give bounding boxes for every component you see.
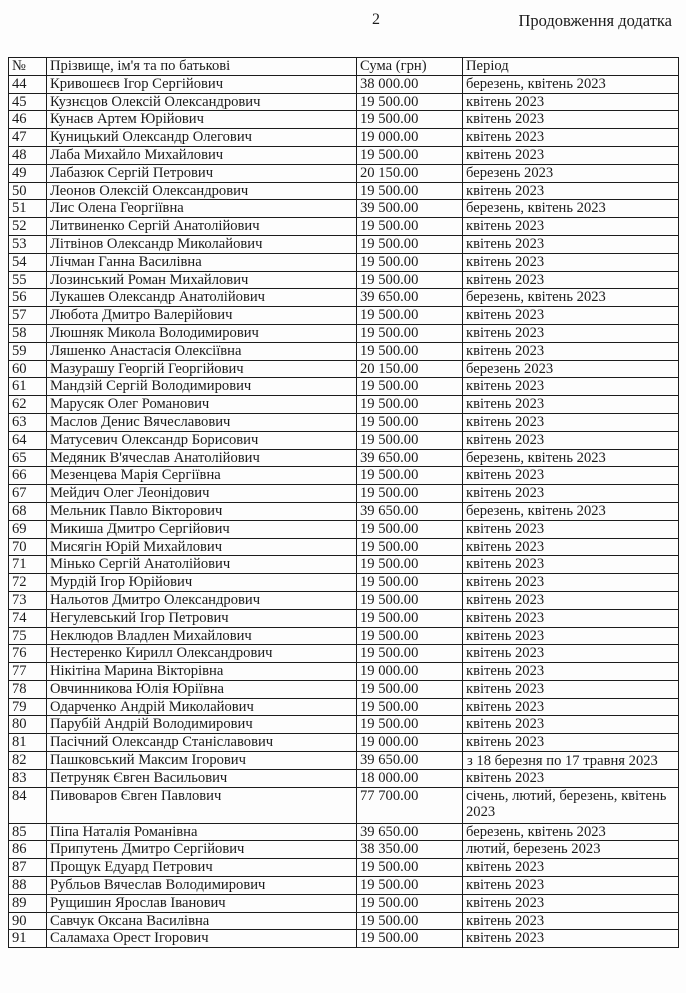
person-name: Литвиненко Сергій Анатолійович [47, 218, 357, 236]
amount-value: 19 500.00 [357, 324, 463, 342]
table-row [9, 146, 679, 164]
row-number: 73 [9, 591, 47, 609]
person-name: Піпа Наталія Романівна [47, 823, 357, 841]
continuation-label: Продовження додатка [518, 11, 672, 30]
row-number: 64 [9, 431, 47, 449]
person-name: Овчинникова Юлія Юріївна [47, 680, 357, 698]
amount-value: 19 500.00 [357, 574, 463, 592]
period-value: квітень 2023 [463, 574, 679, 592]
person-name: Одарченко Андрій Миколайович [47, 698, 357, 716]
person-name: Лукашев Олександр Анатолійович [47, 289, 357, 307]
amount-value: 19 500.00 [357, 271, 463, 289]
period-value: квітень 2023 [463, 520, 679, 538]
amount-value: 19 500.00 [357, 716, 463, 734]
table-row [9, 538, 679, 556]
table-row [9, 413, 679, 431]
table-row [9, 218, 679, 236]
period-value: березень, квітень 2023 [463, 502, 679, 520]
table-row [9, 680, 679, 698]
person-name: Лаба Михайло Михайлович [47, 146, 357, 164]
amount-value: 19 500.00 [357, 930, 463, 948]
row-number: 54 [9, 253, 47, 271]
amount-value: 39 650.00 [357, 502, 463, 520]
period-value: квітень 2023 [463, 146, 679, 164]
person-name: Мейдич Олег Леонідович [47, 485, 357, 503]
table-row [9, 289, 679, 307]
amount-value: 19 000.00 [357, 734, 463, 752]
row-number: 74 [9, 609, 47, 627]
table-row [9, 129, 679, 147]
person-name: Любота Дмитро Валерійович [47, 307, 357, 325]
table-row [9, 93, 679, 111]
row-number: 47 [9, 129, 47, 147]
table-row [9, 253, 679, 271]
amount-value: 19 500.00 [357, 520, 463, 538]
header-name: Прізвище, ім'я та по батькові [47, 58, 357, 76]
header-number: № [9, 58, 47, 76]
table-row [9, 307, 679, 325]
amount-value: 19 500.00 [357, 307, 463, 325]
period-value: квітень 2023 [463, 182, 679, 200]
row-number: 80 [9, 716, 47, 734]
amount-value: 19 500.00 [357, 235, 463, 253]
table-row [9, 663, 679, 681]
row-number: 45 [9, 93, 47, 111]
table-row [9, 431, 679, 449]
amount-value: 19 500.00 [357, 538, 463, 556]
row-number: 84 [9, 787, 47, 823]
amount-value: 19 500.00 [357, 912, 463, 930]
amount-value: 20 150.00 [357, 360, 463, 378]
period-value: лютий, березень 2023 [463, 841, 679, 859]
person-name: Літвінов Олександр Миколайович [47, 235, 357, 253]
amount-value: 19 500.00 [357, 645, 463, 663]
table-row [9, 556, 679, 574]
period-value: квітень 2023 [463, 912, 679, 930]
table-row [9, 627, 679, 645]
amount-value: 19 500.00 [357, 877, 463, 895]
table-row [9, 520, 679, 538]
row-number: 59 [9, 342, 47, 360]
amount-value: 19 500.00 [357, 431, 463, 449]
period-value: квітень 2023 [463, 467, 679, 485]
row-number: 62 [9, 396, 47, 414]
amount-value: 19 500.00 [357, 609, 463, 627]
period-value: квітень 2023 [463, 627, 679, 645]
person-name: Медяник В'ячеслав Анатолійович [47, 449, 357, 467]
person-name: Кузнєцов Олексій Олександрович [47, 93, 357, 111]
person-name: Саламаха Орест Ігорович [47, 930, 357, 948]
person-name: Прощук Едуард Петрович [47, 859, 357, 877]
person-name: Неклюдов Владлен Михайлович [47, 627, 357, 645]
row-number: 67 [9, 485, 47, 503]
person-name: Пашковський Максим Ігорович [47, 752, 357, 770]
period-value: квітень 2023 [463, 609, 679, 627]
table-row [9, 769, 679, 787]
period-value: квітень 2023 [463, 413, 679, 431]
row-number: 85 [9, 823, 47, 841]
row-number: 75 [9, 627, 47, 645]
period-value: квітень 2023 [463, 734, 679, 752]
amount-value: 39 500.00 [357, 200, 463, 218]
period-value: квітень 2023 [463, 877, 679, 895]
page-number: 2 [372, 11, 380, 28]
period-value: березень, квітень 2023 [463, 823, 679, 841]
amount-value: 77 700.00 [357, 787, 463, 823]
row-number: 66 [9, 467, 47, 485]
person-name: Лічман Ганна Василівна [47, 253, 357, 271]
period-value: квітень 2023 [463, 271, 679, 289]
amount-value: 39 650.00 [357, 752, 463, 770]
amount-value: 19 500.00 [357, 93, 463, 111]
period-value: квітень 2023 [463, 129, 679, 147]
amount-value: 38 000.00 [357, 75, 463, 93]
period-value: квітень 2023 [463, 378, 679, 396]
row-number: 76 [9, 645, 47, 663]
table-row [9, 200, 679, 218]
period-value: березень 2023 [463, 164, 679, 182]
person-name: Мельник Павло Вікторович [47, 502, 357, 520]
amount-value: 18 000.00 [357, 769, 463, 787]
period-value: квітень 2023 [463, 556, 679, 574]
period-value: квітень 2023 [463, 716, 679, 734]
person-name: Пивоваров Євген Павлович [47, 787, 357, 823]
table-row [9, 787, 679, 823]
amount-value: 39 650.00 [357, 823, 463, 841]
row-number: 51 [9, 200, 47, 218]
amount-value: 19 500.00 [357, 556, 463, 574]
person-name: Мезенцева Марія Сергіївна [47, 467, 357, 485]
period-value: квітень 2023 [463, 342, 679, 360]
amount-value: 19 500.00 [357, 680, 463, 698]
table-row [9, 485, 679, 503]
period-value: квітень 2023 [463, 485, 679, 503]
table-body [9, 75, 679, 947]
amount-value: 19 500.00 [357, 485, 463, 503]
amount-value: 19 500.00 [357, 698, 463, 716]
table-row [9, 502, 679, 520]
row-number: 82 [9, 752, 47, 770]
row-number: 65 [9, 449, 47, 467]
table-row [9, 930, 679, 948]
period-value: березень, квітень 2023 [463, 289, 679, 307]
table-row [9, 164, 679, 182]
person-name: Парубій Андрій Володимирович [47, 716, 357, 734]
amount-value: 19 500.00 [357, 253, 463, 271]
person-name: Мінько Сергій Анатолійович [47, 556, 357, 574]
period-value: квітень 2023 [463, 698, 679, 716]
table-row [9, 841, 679, 859]
amount-value: 19 500.00 [357, 627, 463, 645]
row-number: 46 [9, 111, 47, 129]
table-header-row [9, 58, 679, 76]
person-name: Петруняк Євген Васильович [47, 769, 357, 787]
table-row [9, 574, 679, 592]
table-row [9, 698, 679, 716]
period-value: квітень 2023 [463, 111, 679, 129]
header-period: Період [463, 58, 679, 76]
table-row [9, 752, 679, 770]
row-number: 48 [9, 146, 47, 164]
row-number: 56 [9, 289, 47, 307]
person-name: Кривошеєв Ігор Сергійович [47, 75, 357, 93]
table-row [9, 645, 679, 663]
row-number: 61 [9, 378, 47, 396]
amount-value: 19 500.00 [357, 111, 463, 129]
period-value: квітень 2023 [463, 538, 679, 556]
amount-value: 19 500.00 [357, 467, 463, 485]
amount-value: 38 350.00 [357, 841, 463, 859]
table-row [9, 734, 679, 752]
period-value [463, 752, 679, 770]
table-row [9, 894, 679, 912]
person-name: Маслов Денис Вячеславович [47, 413, 357, 431]
person-name: Куницький Олександр Олегович [47, 129, 357, 147]
row-number: 78 [9, 680, 47, 698]
period-value: квітень 2023 [463, 253, 679, 271]
period-value: квітень 2023 [463, 894, 679, 912]
period-value: березень, квітень 2023 [463, 200, 679, 218]
table-row [9, 609, 679, 627]
period-value: квітень 2023 [463, 324, 679, 342]
amount-value: 19 500.00 [357, 378, 463, 396]
row-number: 52 [9, 218, 47, 236]
period-value: квітень 2023 [463, 307, 679, 325]
period-value: квітень 2023 [463, 93, 679, 111]
table-row [9, 877, 679, 895]
period-value: квітень 2023 [463, 859, 679, 877]
person-name: Люшняк Микола Володимирович [47, 324, 357, 342]
amount-value: 39 650.00 [357, 289, 463, 307]
row-number: 81 [9, 734, 47, 752]
person-name: Леонов Олексій Олександрович [47, 182, 357, 200]
table-row [9, 235, 679, 253]
person-name: Лис Олена Георгіївна [47, 200, 357, 218]
amount-value: 19 500.00 [357, 894, 463, 912]
row-number: 79 [9, 698, 47, 716]
header-amount: Сума (грн) [357, 58, 463, 76]
person-name: Рущишин Ярослав Іванович [47, 894, 357, 912]
table-row [9, 912, 679, 930]
person-name: Савчук Оксана Василівна [47, 912, 357, 930]
row-number: 57 [9, 307, 47, 325]
period-value: квітень 2023 [463, 680, 679, 698]
row-number: 83 [9, 769, 47, 787]
table-row [9, 378, 679, 396]
amount-value: 19 500.00 [357, 146, 463, 164]
person-name: Лабазюк Сергій Петрович [47, 164, 357, 182]
row-number: 87 [9, 859, 47, 877]
amount-value: 20 150.00 [357, 164, 463, 182]
row-number: 63 [9, 413, 47, 431]
row-number: 71 [9, 556, 47, 574]
person-name: Нестеренко Кирилл Олександрович [47, 645, 357, 663]
table-row [9, 75, 679, 93]
amount-value: 19 000.00 [357, 129, 463, 147]
amount-value: 19 500.00 [357, 591, 463, 609]
table-row [9, 467, 679, 485]
table-row [9, 182, 679, 200]
row-number: 91 [9, 930, 47, 948]
period-value: березень, квітень 2023 [463, 75, 679, 93]
period-value: квітень 2023 [463, 591, 679, 609]
row-number: 55 [9, 271, 47, 289]
row-number: 60 [9, 360, 47, 378]
period-value: квітень 2023 [463, 769, 679, 787]
amount-value: 39 650.00 [357, 449, 463, 467]
row-number: 88 [9, 877, 47, 895]
row-number: 77 [9, 663, 47, 681]
amount-value: 19 500.00 [357, 182, 463, 200]
person-name: Кунаєв Артем Юрійович [47, 111, 357, 129]
table-row [9, 716, 679, 734]
table-row [9, 396, 679, 414]
row-number: 69 [9, 520, 47, 538]
table-row [9, 823, 679, 841]
row-number: 86 [9, 841, 47, 859]
person-name: Матусевич Олександр Борисович [47, 431, 357, 449]
row-number: 68 [9, 502, 47, 520]
table-row [9, 271, 679, 289]
row-number: 70 [9, 538, 47, 556]
person-name: Нікітіна Марина Вікторівна [47, 663, 357, 681]
amount-value: 19 500.00 [357, 396, 463, 414]
period-value: квітень 2023 [463, 218, 679, 236]
amount-value: 19 000.00 [357, 663, 463, 681]
period-value: квітень 2023 [463, 930, 679, 948]
period-value: квітень 2023 [463, 431, 679, 449]
period-value: квітень 2023 [463, 396, 679, 414]
table-row [9, 342, 679, 360]
period-value: січень, лютий, березень, квітень 2023 [463, 787, 679, 823]
person-name: Мисягін Юрій Михайлович [47, 538, 357, 556]
table-row [9, 111, 679, 129]
row-number: 90 [9, 912, 47, 930]
row-number: 49 [9, 164, 47, 182]
person-name: Мазурашу Георгій Георгійович [47, 360, 357, 378]
row-number: 58 [9, 324, 47, 342]
person-name: Ляшенко Анастасія Олексіївна [47, 342, 357, 360]
row-number: 53 [9, 235, 47, 253]
table-row [9, 591, 679, 609]
person-name: Пасічний Олександр Станіславович [47, 734, 357, 752]
period-clipped-text: з 18 березня по 17 травня 2023 [467, 753, 658, 770]
amount-value: 19 500.00 [357, 218, 463, 236]
payments-table [8, 57, 679, 948]
amount-value: 19 500.00 [357, 413, 463, 431]
amount-value: 19 500.00 [357, 342, 463, 360]
amount-value: 19 500.00 [357, 859, 463, 877]
period-value: квітень 2023 [463, 235, 679, 253]
person-name: Микиша Дмитро Сергійович [47, 520, 357, 538]
row-number: 44 [9, 75, 47, 93]
period-value: березень 2023 [463, 360, 679, 378]
person-name: Мурдій Ігор Юрійович [47, 574, 357, 592]
person-name: Марусяк Олег Романович [47, 396, 357, 414]
period-value: квітень 2023 [463, 645, 679, 663]
person-name: Припутень Дмитро Сергійович [47, 841, 357, 859]
table-row [9, 360, 679, 378]
table-row [9, 324, 679, 342]
row-number: 72 [9, 574, 47, 592]
person-name: Негулевський Ігор Петрович [47, 609, 357, 627]
table-row [9, 449, 679, 467]
person-name: Нальотов Дмитро Олександрович [47, 591, 357, 609]
period-value: квітень 2023 [463, 663, 679, 681]
person-name: Рубльов Вячеслав Володимирович [47, 877, 357, 895]
row-number: 50 [9, 182, 47, 200]
person-name: Мандзій Сергій Володимирович [47, 378, 357, 396]
table-row [9, 859, 679, 877]
period-value: березень, квітень 2023 [463, 449, 679, 467]
person-name: Лозинський Роман Михайлович [47, 271, 357, 289]
row-number: 89 [9, 894, 47, 912]
